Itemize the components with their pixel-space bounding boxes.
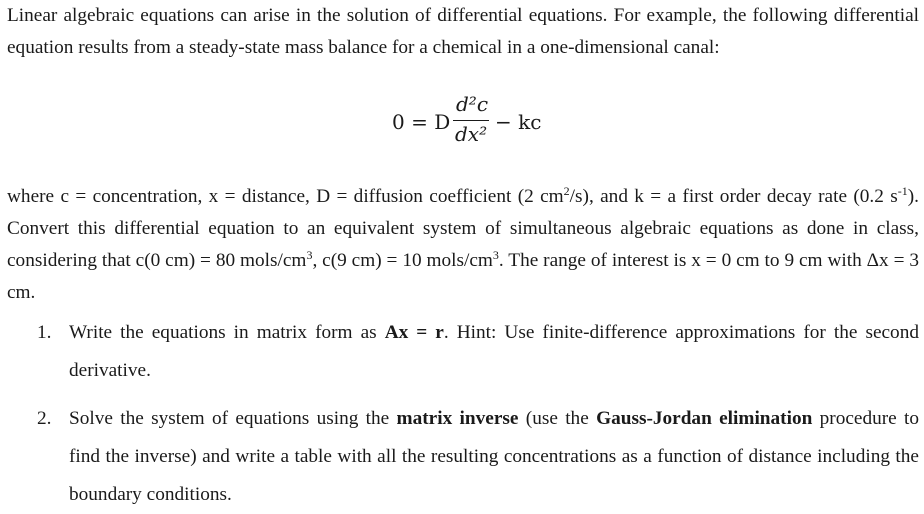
definitions-sup-2: -1 — [897, 184, 908, 198]
definitions-text-4: , c(9 cm) = 10 mols/cm — [312, 250, 493, 271]
equation-lhs: 0 = D — [392, 110, 451, 134]
task-1-text-post: . Hint: Use finite-difference approximations for the second derivative. — [69, 322, 919, 381]
definitions-text-3: ). Convert this differential equation to an equivalent system of simultaneous algebraic equations as done in class, considering that c(0 cm) = 80 mols/cm — [7, 186, 919, 271]
definitions-sup-1: 2 — [563, 184, 570, 198]
task-2-bold-term-2: Gauss-Jordan elimination — [596, 408, 813, 429]
list-item-text — [69, 314, 919, 390]
differential-equation — [392, 92, 592, 152]
task-1-bold-term: Ax = r — [384, 322, 444, 343]
list-item-number: 1. — [37, 322, 52, 343]
equation-numerator: d²c — [456, 92, 489, 116]
definitions-paragraph — [7, 181, 919, 309]
definitions-text-5: . The range of interest is x = 0 cm to 9 cm with Δx = 3 cm. — [7, 250, 919, 303]
intro-paragraph: Linear algebraic equations can arise in the solution of differential equations. For example, the following differential equation results from a steady-state mass balance for a chemical in a one-dimensional canal: — [7, 5, 919, 58]
task-2-text-mid: (use the — [518, 408, 597, 429]
task-1-text-pre: Write the equations in matrix form as — [69, 322, 385, 343]
list-item-text — [69, 400, 919, 514]
equation-denominator: dx² — [455, 122, 488, 146]
task-2-bold-term-1: matrix inverse — [396, 408, 519, 429]
definitions-sup-3: 3 — [306, 248, 313, 262]
definitions-text-2: /s), and k = a first order decay rate (0.2 s — [569, 186, 898, 207]
definitions-sup-4: 3 — [492, 248, 499, 262]
task-2-text-post: procedure to find the inverse) and write a table with all the resulting concentrations as a function of distance including the boundary conditions. — [69, 408, 920, 505]
task-2-text-pre: Solve the system of equations using the — [69, 408, 397, 429]
list-item-number: 2. — [37, 408, 52, 429]
equation-rhs: − kc — [495, 110, 542, 134]
definitions-text-1: where c = concentration, x = distance, D = diffusion coefficient (2 cm — [7, 186, 564, 207]
